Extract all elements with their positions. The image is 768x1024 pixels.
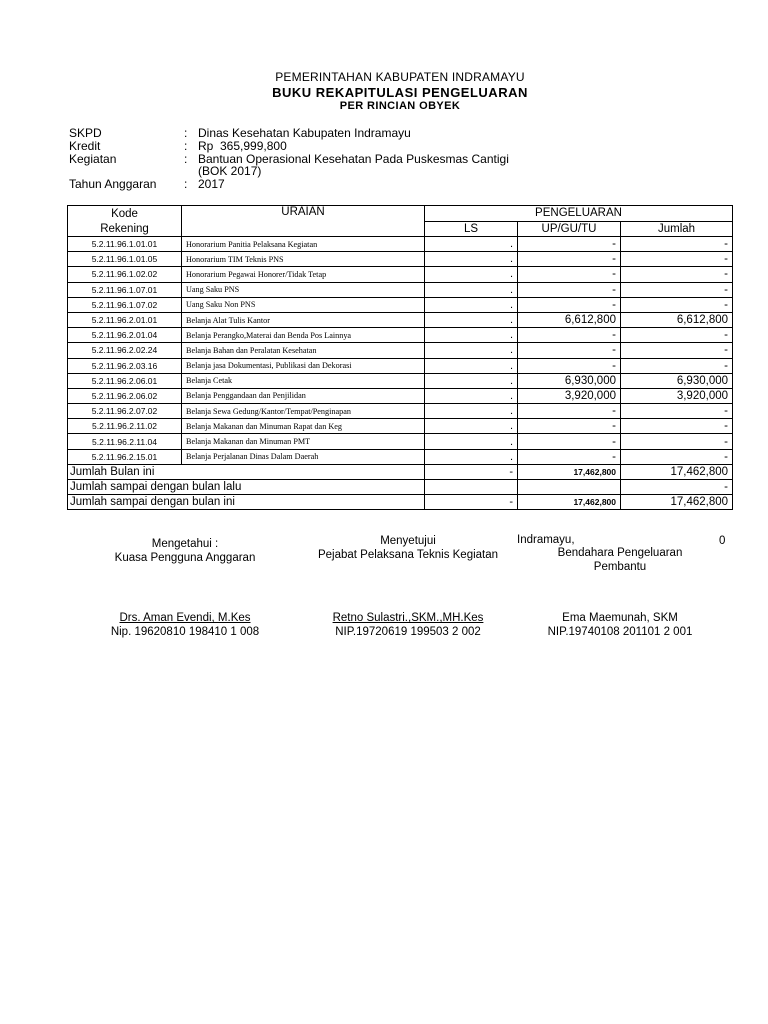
up-gu-tu-cell: -: [518, 343, 621, 358]
skpd-label: SKPD: [69, 126, 102, 140]
ls-cell: .: [425, 282, 518, 297]
total-up-cell: 17,462,800: [518, 464, 621, 479]
uraian-cell: Belanja Perjalanan Dinas Dalam Daerah: [182, 449, 425, 464]
total-row: [68, 480, 733, 495]
table-row: [68, 373, 733, 388]
header-up: UP/GU/TU: [518, 221, 621, 237]
colon: :: [184, 152, 188, 166]
left-title-1: Mengetahui :: [151, 538, 219, 550]
ls-cell: .: [425, 237, 518, 252]
table-row: [68, 419, 733, 434]
kode-rekening-cell: 5.2.11.96.1.07.01: [68, 282, 182, 297]
header-pengeluaran: PENGELUARAN: [425, 206, 733, 222]
right-date: 0: [719, 535, 726, 547]
right-title-1: Bendahara Pengeluaran: [557, 547, 683, 559]
jumlah-cell: -: [621, 282, 733, 297]
tahun-value: 2017: [198, 177, 225, 191]
ls-cell: .: [425, 404, 518, 419]
uraian-cell: Belanja Cetak: [182, 373, 425, 388]
total-ls-cell: -: [425, 464, 518, 479]
mid-title-2: Pejabat Pelaksana Teknis Kegiatan: [317, 549, 499, 561]
up-gu-tu-cell: -: [518, 267, 621, 282]
uraian-cell: Belanja Makanan dan Minuman PMT: [182, 434, 425, 449]
total-up-cell: 17,462,800: [518, 495, 621, 510]
total-jumlah-cell: 17,462,800: [621, 464, 733, 479]
up-gu-tu-cell: -: [518, 282, 621, 297]
uraian-cell: Honorarium Panitia Pelaksana Kegiatan: [182, 237, 425, 252]
total-ls-cell: -: [425, 495, 518, 510]
signature-mid-name: [298, 611, 518, 639]
jumlah-cell: 6,930,000: [621, 373, 733, 388]
left-name: Drs. Aman Evendi, M.Kes: [119, 612, 251, 624]
kode-rekening-cell: 5.2.11.96.2.01.04: [68, 328, 182, 343]
mid-name: Retno Sulastri.,SKM.,MH.Kes: [332, 612, 484, 624]
up-gu-tu-cell: -: [518, 434, 621, 449]
kegiatan-value: Bantuan Operasional Kesehatan Pada Puskesmas Cantigi: [198, 152, 509, 166]
table-row: [68, 434, 733, 449]
jumlah-cell: -: [621, 328, 733, 343]
uraian-cell: Belanja Penggandaan dan Penjilidan: [182, 388, 425, 403]
kode-rekening-cell: 5.2.11.96.2.03.16: [68, 358, 182, 373]
jumlah-cell: -: [621, 419, 733, 434]
table-row: [68, 312, 733, 327]
table-row: [68, 328, 733, 343]
ls-cell: .: [425, 343, 518, 358]
up-gu-tu-cell: -: [518, 449, 621, 464]
table-header-row-1: [68, 206, 733, 222]
uraian-cell: Uang Saku PNS: [182, 282, 425, 297]
up-gu-tu-cell: 6,930,000: [518, 373, 621, 388]
jumlah-cell: -: [621, 237, 733, 252]
kode-rekening-cell: 5.2.11.96.1.07.02: [68, 297, 182, 312]
total-up-cell: [518, 480, 621, 495]
report-title: BUKU REKAPITULASI PENGELUARAN: [272, 85, 528, 100]
signature-right: [540, 546, 700, 574]
ls-cell: .: [425, 328, 518, 343]
jumlah-cell: -: [621, 449, 733, 464]
kode-rekening-cell: 5.2.11.96.1.01.01: [68, 237, 182, 252]
right-name: Ema Maemunah, SKM: [562, 612, 678, 624]
uraian-cell: Honorarium Pegawai Honorer/Tidak Tetap: [182, 267, 425, 282]
tahun-label: Tahun Anggaran: [69, 177, 157, 191]
up-gu-tu-cell: -: [518, 297, 621, 312]
uraian-cell: Belanja Bahan dan Peralatan Kesehatan: [182, 343, 425, 358]
kode-rekening-cell: 5.2.11.96.2.11.02: [68, 419, 182, 434]
jumlah-cell: -: [621, 252, 733, 267]
header-ls: LS: [425, 221, 518, 237]
kode-rekening-cell: 5.2.11.96.2.15.01: [68, 449, 182, 464]
table-row: [68, 404, 733, 419]
kode-rekening-cell: 5.2.11.96.2.06.01: [68, 373, 182, 388]
jumlah-cell: -: [621, 404, 733, 419]
left-title-2: Kuasa Pengguna Anggaran: [114, 552, 256, 564]
up-gu-tu-cell: 6,612,800: [518, 312, 621, 327]
up-gu-tu-cell: -: [518, 328, 621, 343]
right-title-2: Pembantu: [593, 561, 647, 573]
total-label-cell: Jumlah sampai dengan bulan ini: [68, 495, 425, 510]
jumlah-cell: -: [621, 343, 733, 358]
colon: :: [184, 139, 188, 153]
table-row: [68, 343, 733, 358]
ls-cell: .: [425, 434, 518, 449]
ls-cell: .: [425, 449, 518, 464]
kode-rekening-cell: 5.2.11.96.2.01.01: [68, 312, 182, 327]
ls-cell: .: [425, 358, 518, 373]
uraian-cell: Uang Saku Non PNS: [182, 297, 425, 312]
right-place: Indramayu,: [517, 534, 575, 546]
right-nip: NIP.19740108 201101 2 001: [547, 626, 693, 638]
kode-rekening-cell: 5.2.11.96.2.11.04: [68, 434, 182, 449]
table-row: [68, 252, 733, 267]
colon: :: [184, 126, 188, 140]
kode-rekening-cell: 5.2.11.96.2.02.24: [68, 343, 182, 358]
table-row: [68, 267, 733, 282]
jumlah-cell: -: [621, 358, 733, 373]
table-row: [68, 297, 733, 312]
signature-left-name: [95, 611, 275, 639]
total-jumlah-cell: 17,462,800: [621, 495, 733, 510]
table-row: [68, 282, 733, 297]
skpd-value: Dinas Kesehatan Kabupaten Indramayu: [198, 126, 411, 140]
jumlah-cell: 6,612,800: [621, 312, 733, 327]
table-row: [68, 388, 733, 403]
header-jumlah: Jumlah: [621, 221, 733, 237]
signature-left: [95, 537, 275, 565]
jumlah-cell: -: [621, 297, 733, 312]
total-label-cell: Jumlah sampai dengan bulan lalu: [68, 480, 425, 495]
ls-cell: .: [425, 312, 518, 327]
table-row: [68, 449, 733, 464]
jumlah-cell: 3,920,000: [621, 388, 733, 403]
mid-nip: NIP.19720619 199503 2 002: [335, 626, 481, 638]
table-row: [68, 237, 733, 252]
table-row: [68, 358, 733, 373]
ls-cell: .: [425, 388, 518, 403]
signature-right-place: [517, 533, 575, 547]
uraian-cell: Belanja Makanan dan Minuman Rapat dan Keg: [182, 419, 425, 434]
up-gu-tu-cell: 3,920,000: [518, 388, 621, 403]
signature-mid: [298, 534, 518, 562]
header-rekening: Rekening: [68, 221, 182, 237]
total-ls-cell: [425, 480, 518, 495]
uraian-cell: Belanja Sewa Gedung/Kantor/Tempat/Penginapan: [182, 404, 425, 419]
signature-right-name: [530, 611, 710, 639]
kode-rekening-cell: 5.2.11.96.1.02.02: [68, 267, 182, 282]
uraian-cell: Belanja jasa Dokumentasi, Publikasi dan Dekorasi: [182, 358, 425, 373]
header-uraian: URAIAN: [182, 206, 425, 237]
header-kode: Kode: [68, 206, 182, 222]
jumlah-cell: -: [621, 434, 733, 449]
kode-rekening-cell: 5.2.11.96.2.07.02: [68, 404, 182, 419]
uraian-cell: Honorarium TIM Teknis PNS: [182, 252, 425, 267]
jumlah-cell: -: [621, 267, 733, 282]
up-gu-tu-cell: -: [518, 358, 621, 373]
kegiatan-value-2: (BOK 2017): [198, 164, 262, 178]
left-nip: Nip. 19620810 198410 1 008: [110, 626, 260, 638]
ls-cell: .: [425, 252, 518, 267]
ls-cell: .: [425, 419, 518, 434]
mid-title-1: Menyetujui: [380, 535, 436, 547]
kredit-label: Kredit: [69, 139, 101, 153]
up-gu-tu-cell: -: [518, 237, 621, 252]
colon: :: [184, 177, 188, 191]
rekapitulasi-table: [67, 205, 733, 510]
header-line-1: PEMERINTAHAN KABUPATEN INDRAMAYU: [275, 70, 525, 84]
up-gu-tu-cell: -: [518, 404, 621, 419]
kode-rekening-cell: 5.2.11.96.2.06.02: [68, 388, 182, 403]
ls-cell: .: [425, 373, 518, 388]
kode-rekening-cell: 5.2.11.96.1.01.05: [68, 252, 182, 267]
uraian-cell: Belanja Perangko,Materai dan Benda Pos Lainnya: [182, 328, 425, 343]
signature-right-date: [719, 534, 725, 548]
total-jumlah-cell: -: [621, 480, 733, 495]
ls-cell: .: [425, 297, 518, 312]
kredit-value: Rp 365,999,800: [198, 139, 287, 153]
report-subtitle: PER RINCIAN OBYEK: [339, 100, 461, 112]
up-gu-tu-cell: -: [518, 419, 621, 434]
total-row: [68, 495, 733, 510]
total-row: [68, 464, 733, 479]
kegiatan-label: Kegiatan: [69, 152, 117, 166]
up-gu-tu-cell: -: [518, 252, 621, 267]
uraian-cell: Belanja Alat Tulis Kantor: [182, 312, 425, 327]
total-label-cell: Jumlah Bulan ini: [68, 464, 425, 479]
ls-cell: .: [425, 267, 518, 282]
